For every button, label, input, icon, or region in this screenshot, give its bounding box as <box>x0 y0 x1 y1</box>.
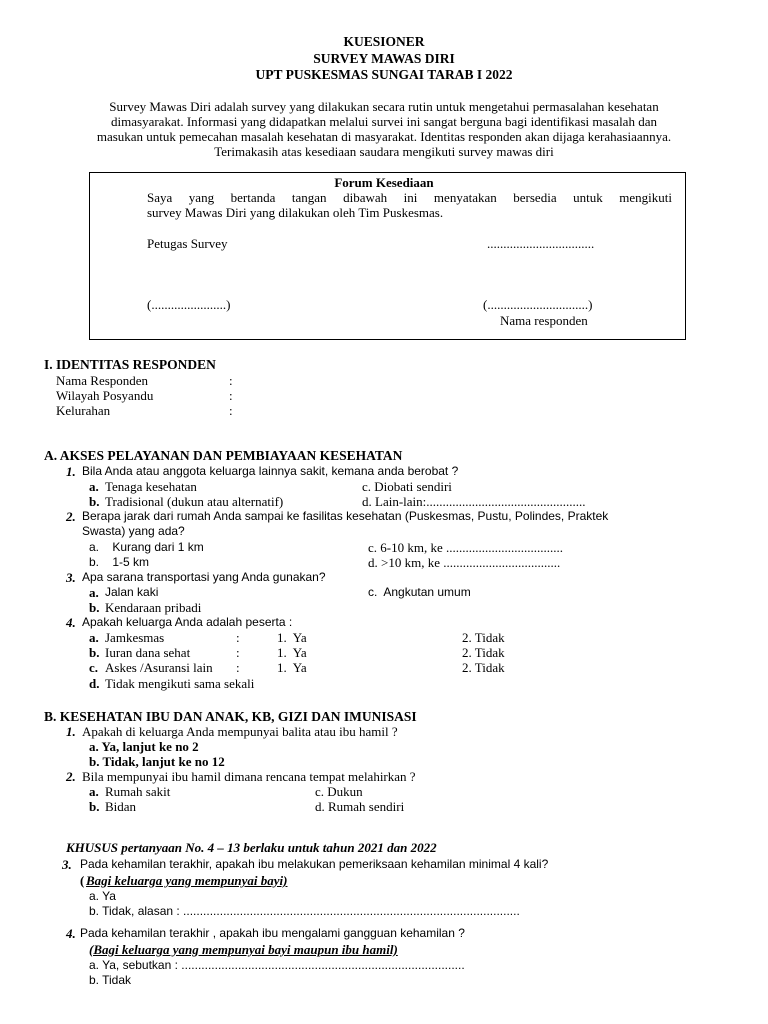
option-key: b. <box>89 799 100 814</box>
doc-organization: UPT PUSKESMAS SUNGAI TARAB I 2022 <box>255 67 513 82</box>
consent-text-line: Saya yang bertanda tangan dibawah ini menyatakan bersedia untuk mengikuti <box>147 190 672 205</box>
note-khusus: KHUSUS pertanyaan No. 4 – 13 berlaku untuk tahun 2021 dan 2022 <box>66 840 437 855</box>
option-b[interactable]: b. Tidak <box>89 973 132 987</box>
question-subnote: (Bagi keluarga yang mempunyai bayi maupun ibu hamil) <box>89 942 398 957</box>
option-key: a. <box>89 585 99 600</box>
option-a[interactable]: Rumah sakit <box>105 784 171 799</box>
field-separator: : <box>236 630 240 645</box>
option-a[interactable]: a. Ya, sebutkan : ..................................................................................... <box>89 958 465 972</box>
question-text: Berapa jarak dari rumah Anda sampai ke fasilitas kesehatan (Puskesmas, Pustu, Polindes, Praktek <box>82 509 609 523</box>
option-b[interactable]: Tradisional (dukun atau alternatif) <box>105 494 284 509</box>
option-c[interactable]: c. Diobati sendiri <box>362 479 452 494</box>
intro-paragraph <box>30 99 738 159</box>
option-a[interactable]: a. Kurang dari 1 km <box>89 540 204 554</box>
intro-line: masukan untuk pemecahan masalah kesehatan di masyarakat. Identitas responden akan dijaga kerahasiaannya. <box>96 129 672 144</box>
consent-text-line: survey Mawas Diri yang dilakukan oleh Tim Puskesmas. <box>147 205 444 220</box>
option-key: a. <box>89 630 99 645</box>
option-a[interactable]: a. Ya, lanjut ke no 2 <box>89 739 199 754</box>
option-key: b. <box>89 645 100 660</box>
officer-name-field[interactable]: (.......................) <box>147 297 231 312</box>
question-subnote: Bagi keluarga yang mempunyai bayi) <box>86 873 288 888</box>
option-d[interactable]: d. Lain-lain:................................................. <box>362 494 586 509</box>
option-c[interactable]: c. 6-10 km, ke .................................... <box>368 540 563 555</box>
option-c[interactable]: c. Dukun <box>315 784 363 799</box>
insurance-label: Iuran dana sehat <box>105 645 191 660</box>
question-text: Pada kehamilan terakhir , apakah ibu mengalami gangguan kehamilan ? <box>80 926 465 940</box>
identity-heading: I. IDENTITAS RESPONDEN <box>44 357 216 372</box>
section-b-heading: B. KESEHATAN IBU DAN ANAK, KB, GIZI DAN IMUNISASI <box>44 709 417 724</box>
question-number: 3. <box>62 857 72 872</box>
field-label: Nama Responden <box>56 373 149 388</box>
question-text: Swasta) yang ada? <box>82 524 185 538</box>
field-separator: : <box>229 403 233 418</box>
question-number: 4. <box>66 926 76 941</box>
field-separator: : <box>229 373 233 388</box>
field-separator: : <box>236 645 240 660</box>
question-number: 3. <box>66 570 76 585</box>
doc-subtitle: SURVEY MAWAS DIRI <box>313 51 455 66</box>
doc-title: KUESIONER <box>343 34 425 49</box>
respondent-label: Nama responden <box>500 313 588 328</box>
question-text: Bila Anda atau anggota keluarga lainnya sakit, kemana anda berobat ? <box>82 464 459 478</box>
option-no[interactable]: 2. Tidak <box>462 660 505 675</box>
question-number: 2. <box>66 509 76 524</box>
option-a[interactable]: Tenaga kesehatan <box>105 479 197 494</box>
option-no[interactable]: 2. Tidak <box>462 630 505 645</box>
option-key: b. <box>89 494 100 509</box>
question-text: Apa sarana transportasi yang Anda gunakan? <box>82 570 326 584</box>
question-text: Pada kehamilan terakhir, apakah ibu melakukan pemeriksaan kehamilan minimal 4 kali? <box>80 857 549 871</box>
field-label: Kelurahan <box>56 403 111 418</box>
option-d[interactable]: d. Rumah sendiri <box>315 799 405 814</box>
field-separator: : <box>236 660 240 675</box>
respondent-name-field[interactable]: (...............................) <box>483 297 593 312</box>
option-key: b. <box>89 600 100 615</box>
option-a[interactable]: a. Ya <box>89 889 116 903</box>
option-d[interactable]: d. >10 km, ke .................................... <box>368 555 561 570</box>
option-key: a. <box>89 479 99 494</box>
option-b[interactable]: Bidan <box>105 799 137 814</box>
option-b[interactable]: b. Tidak, lanjut ke no 12 <box>89 754 225 769</box>
question-subnote-open: ( <box>80 873 85 888</box>
option-b[interactable]: b. 1-5 km <box>89 555 150 569</box>
question-number: 1. <box>66 724 76 739</box>
question-text: Bila mempunyai ibu hamil dimana rencana tempat melahirkan ? <box>82 769 416 784</box>
insurance-label: Askes /Asuransi lain <box>105 660 213 675</box>
option-d[interactable]: Tidak mengikuti sama sekali <box>105 676 255 691</box>
consent-title: Forum Kesediaan <box>334 175 434 190</box>
question-number: 1. <box>66 464 76 479</box>
option-yes[interactable]: 1. Ya <box>277 630 307 645</box>
option-c[interactable]: c. Angkutan umum <box>368 585 471 599</box>
question-number: 4. <box>66 615 76 630</box>
intro-line: Survey Mawas Diri adalah survey yang dilakukan secara rutin untuk mengetahui permasalahan kesehatan <box>109 99 659 114</box>
option-yes[interactable]: 1. Ya <box>277 645 307 660</box>
officer-signature-field[interactable]: ................................. <box>487 236 595 251</box>
section-a-heading: A. AKSES PELAYANAN DAN PEMBIAYAAN KESEHATAN <box>44 448 403 463</box>
field-label: Wilayah Posyandu <box>56 388 154 403</box>
option-b[interactable]: b. Tidak, alasan : ..................................................................................................... <box>89 904 520 918</box>
field-separator: : <box>229 388 233 403</box>
option-no[interactable]: 2. Tidak <box>462 645 505 660</box>
question-number: 2. <box>66 769 76 784</box>
intro-line: Terimakasih atas kesediaan saudara mengikuti survey mawas diri <box>214 144 554 159</box>
option-key: d. <box>89 676 100 691</box>
officer-label: Petugas Survey <box>147 236 228 251</box>
option-a[interactable]: Jalan kaki <box>105 585 159 599</box>
option-key: c. <box>89 660 99 675</box>
insurance-label: Jamkesmas <box>105 630 165 645</box>
option-key: a. <box>89 784 99 799</box>
option-b[interactable]: Kendaraan pribadi <box>105 600 202 615</box>
question-text: Apakah keluarga Anda adalah peserta : <box>82 615 293 629</box>
intro-line: dimasyarakat. Informasi yang didapatkan melalui survei ini sangat berguna bagi identifikasi masalah dan <box>111 114 657 129</box>
option-yes[interactable]: 1. Ya <box>277 660 307 675</box>
question-text: Apakah di keluarga Anda mempunyai balita atau ibu hamil ? <box>82 724 398 739</box>
